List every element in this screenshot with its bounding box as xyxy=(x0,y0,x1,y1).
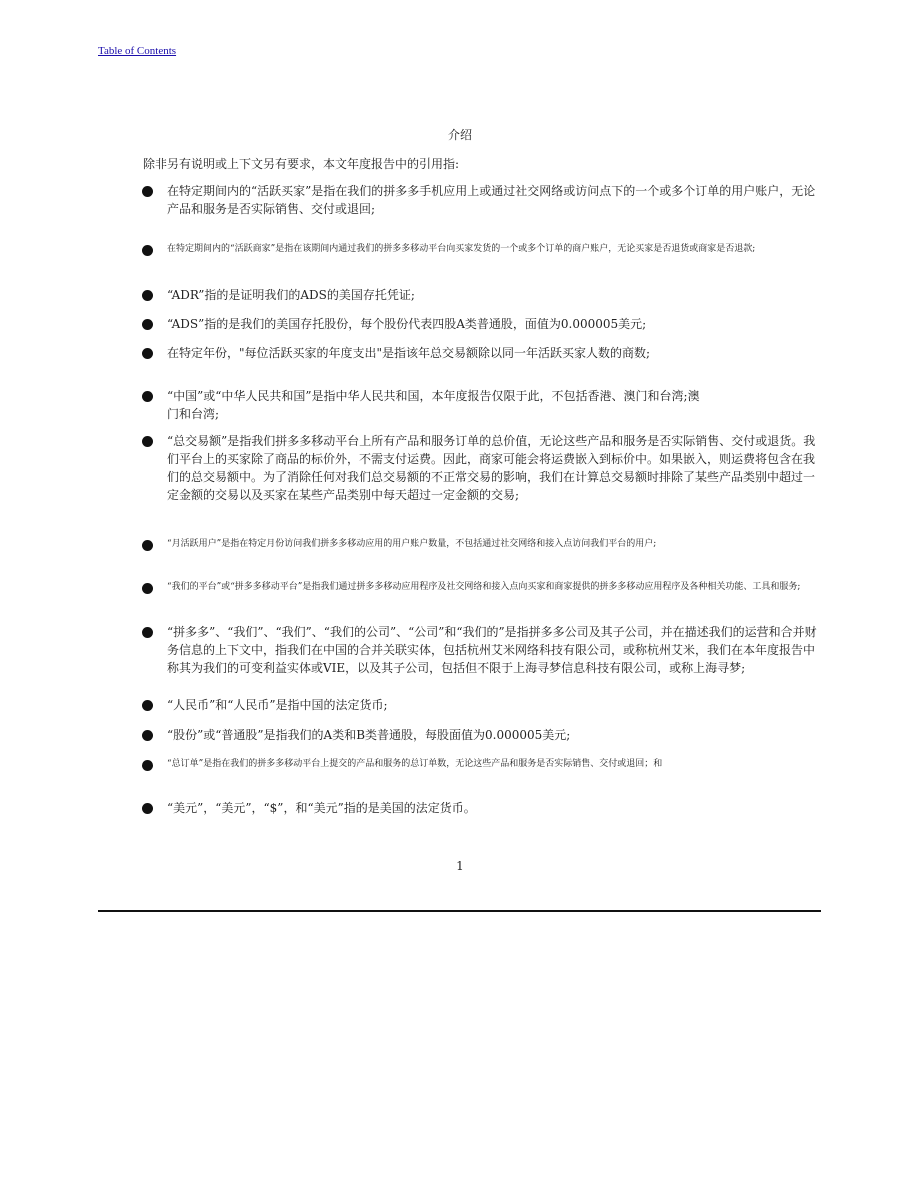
bullet-icon xyxy=(142,700,153,711)
page-number: 1 xyxy=(456,859,464,873)
bullet-icon xyxy=(142,540,153,551)
list-item xyxy=(142,696,822,714)
list-item-text: “我们的平台”或“拼多多移动平台”是指我们通过拼多多移动应用程序及社交网络和接入点向买家和商家提供的拼多多移动应用程序及各种相关功能、工具和服务; xyxy=(167,582,801,592)
list-item xyxy=(142,726,822,744)
list-item xyxy=(142,432,822,504)
bullet-icon xyxy=(142,348,153,359)
list-item-text: 在特定年份，"每位活跃买家的年度支出"是指该年总交易额除以同一年活跃买家人数的商数; xyxy=(167,346,651,360)
table-of-contents-link[interactable]: Table of Contents xyxy=(98,45,177,57)
page-divider xyxy=(98,910,821,912)
list-item xyxy=(142,387,702,423)
list-item-text: “美元”，“美元”，“$”，和“美元”指的是美国的法定货币。 xyxy=(167,801,476,815)
bullet-icon xyxy=(142,319,153,330)
list-item-text: “人民币”和“人民币”是指中国的法定货币; xyxy=(167,698,388,712)
bullet-icon xyxy=(142,290,153,301)
list-item xyxy=(142,344,822,362)
list-item xyxy=(142,757,822,771)
list-item xyxy=(142,286,822,304)
bullet-icon xyxy=(142,436,153,447)
list-item xyxy=(142,182,822,218)
bullet-icon xyxy=(142,760,153,771)
bullet-icon xyxy=(142,245,153,256)
list-item-text: “中国”或“中华人民共和国”是指中华人民共和国，本年度报告仅限于此，不包括香港、澳门和台湾;澳门和台湾; xyxy=(167,389,700,421)
list-item xyxy=(142,623,822,677)
list-item xyxy=(142,580,822,594)
list-item-text: “ADR”指的是证明我们的ADS的美国存托凭证; xyxy=(167,288,415,302)
list-item xyxy=(142,242,822,256)
section-title: 介绍 xyxy=(447,128,472,142)
bullet-icon xyxy=(142,583,153,594)
bullet-icon xyxy=(142,391,153,402)
list-item-text: “总交易额”是指我们拼多多移动平台上所有产品和服务订单的总价值，无论这些产品和服务是否实际销售、交付或退货。我们平台上的买家除了商品的标价外，不需支付运费。因此，商家可能会将运费嵌入到标价中。如果嵌入，则运费将包含在我们的总交易额中。为了消除任何对我们总交易额的不正常交易的影响，我们在计算总交易额时排除了某些产品类别中超过一定金额的交易以及买家在某些产品类别中每天超过一定金额的交易; xyxy=(167,434,816,502)
bullet-icon xyxy=(142,730,153,741)
list-item-text: 在特定期间内的“活跃买家”是指在我们的拼多多手机应用上或通过社交网络或访问点下的一个或多个订单的用户账户，无论产品和服务是否实际销售、交付或退回; xyxy=(167,184,816,216)
list-item-text: “总订单”是指在我们的拼多多移动平台上提交的产品和服务的总订单数，无论这些产品和服务是否实际销售、交付或退回；和 xyxy=(167,759,663,769)
bullet-icon xyxy=(142,627,153,638)
bullet-icon xyxy=(142,186,153,197)
intro-paragraph: 除非另有说明或上下文另有要求，本文年度报告中的引用指: xyxy=(143,157,460,171)
list-item xyxy=(142,799,822,817)
list-item xyxy=(142,537,822,551)
list-item-text: “股份”或“普通股”是指我们的A类和B类普通股，每股面值为0.000005美元; xyxy=(167,728,571,742)
list-item-text: “ADS”指的是我们的美国存托股份，每个股份代表四股A类普通股，面值为0.000005美元; xyxy=(167,317,647,331)
list-item-text: “月活跃用户”是指在特定月份访问我们拼多多移动应用的用户账户数量，不包括通过社交网络和接入点访问我们平台的用户; xyxy=(167,539,657,549)
list-item-text: 在特定期间内的“活跃商家”是指在该期间内通过我们的拼多多移动平台向买家发货的一个或多个订单的商户账户，无论买家是否退货或商家是否退款; xyxy=(167,244,756,254)
list-item-text: “拼多多”、“我们”、“我们”、“我们的公司”、“公司”和“我们的”是指拼多多公司及其子公司，并在描述我们的运营和合并财务信息的上下文中，指我们在中国的合并关联实体，包括杭州艾米网络科技有限公司，或称杭州艾米，我们在本年度报告中称其为我们的可变利益实体或VIE，以及其子公司，包括但不限于上海寻梦信息科技有限公司，或称上海寻梦; xyxy=(167,625,817,675)
bullet-icon xyxy=(142,803,153,814)
list-item xyxy=(142,315,822,333)
